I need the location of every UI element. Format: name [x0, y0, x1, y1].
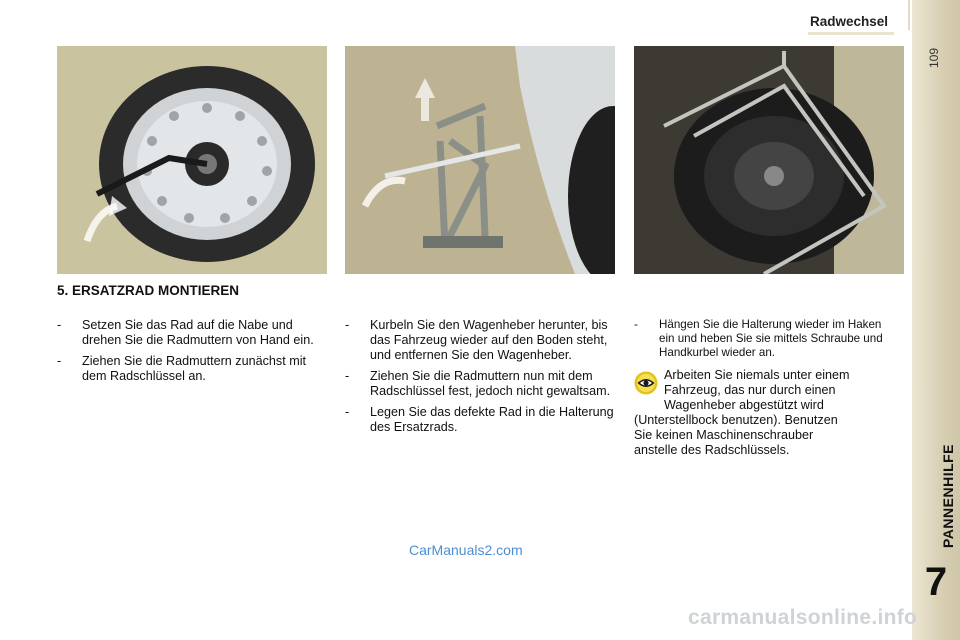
header-rule [808, 32, 894, 35]
photo-car-jack [345, 46, 615, 274]
bullet-dash: - [634, 318, 638, 331]
watermark-carmanualsonline: carmanualsonline.info [688, 606, 918, 629]
warning-line: Arbeiten Sie niemals unter einem [664, 368, 850, 382]
bullet-dash: - [345, 405, 350, 419]
list-item [345, 405, 615, 435]
list-item-text: Ziehen Sie die Radmuttern nun mit dem Radschlüssel fest, jedoch nicht gewaltsam. [370, 369, 611, 398]
list-item-text: Legen Sie das defekte Rad in die Halterung des Ersatzrads. [370, 405, 614, 434]
chapter-number: 7 [924, 560, 948, 604]
list-item-text: Setzen Sie das Rad auf die Nabe und drehen Sie die Radmuttern von Hand ein. [82, 318, 314, 347]
section-title: 5. ERSATZRAD MONTIEREN [57, 283, 240, 298]
list-item [345, 318, 615, 363]
warning-line: (Unterstellbock benutzen). Benutzen [634, 413, 838, 427]
warning-line: Fahrzeug, das nur durch einen [664, 383, 836, 397]
bullet-dash: - [345, 318, 350, 332]
list-item-text: Ziehen Sie die Radmuttern zunächst mit dem Radschlüssel an. [82, 354, 307, 383]
instruction-list-1 [57, 318, 332, 390]
warning-line: anstelle des Radschlüssels. [634, 443, 790, 457]
watermark-carmanuals2: CarManuals2.com [409, 542, 523, 558]
photo-spare-wheel-carrier [634, 46, 904, 274]
warning-note [634, 368, 900, 458]
warning-line: Sie keinen Maschinenschrauber [634, 428, 814, 442]
instruction-list-2 [345, 318, 615, 441]
sidebar-separator [908, 0, 910, 30]
page-number: 109 [927, 47, 941, 68]
bullet-dash: - [57, 354, 62, 368]
list-item [345, 369, 615, 399]
list-item [57, 318, 332, 348]
list-item-text: Hängen Sie die Halterung wieder im Haken ein und heben Sie sie mittels Schraube und Handkurbel wieder an. [659, 318, 883, 359]
list-item [57, 354, 332, 384]
bullet-dash: - [345, 369, 350, 383]
instruction-list-3 [634, 318, 900, 366]
chapter-label: PANNENHILFE [940, 443, 956, 548]
bullet-dash: - [57, 318, 62, 332]
warning-line: Wagenheber abgestützt wird [664, 398, 824, 412]
photo-wheel-wrench [57, 46, 327, 274]
list-item-text: Kurbeln Sie den Wagenheber herunter, bis das Fahrzeug wieder auf den Boden steht, und entfernen Sie den Wagenheber. [370, 318, 608, 362]
page-header-title: Radwechsel [809, 14, 888, 29]
eye-icon [634, 371, 658, 395]
list-item [634, 318, 900, 360]
